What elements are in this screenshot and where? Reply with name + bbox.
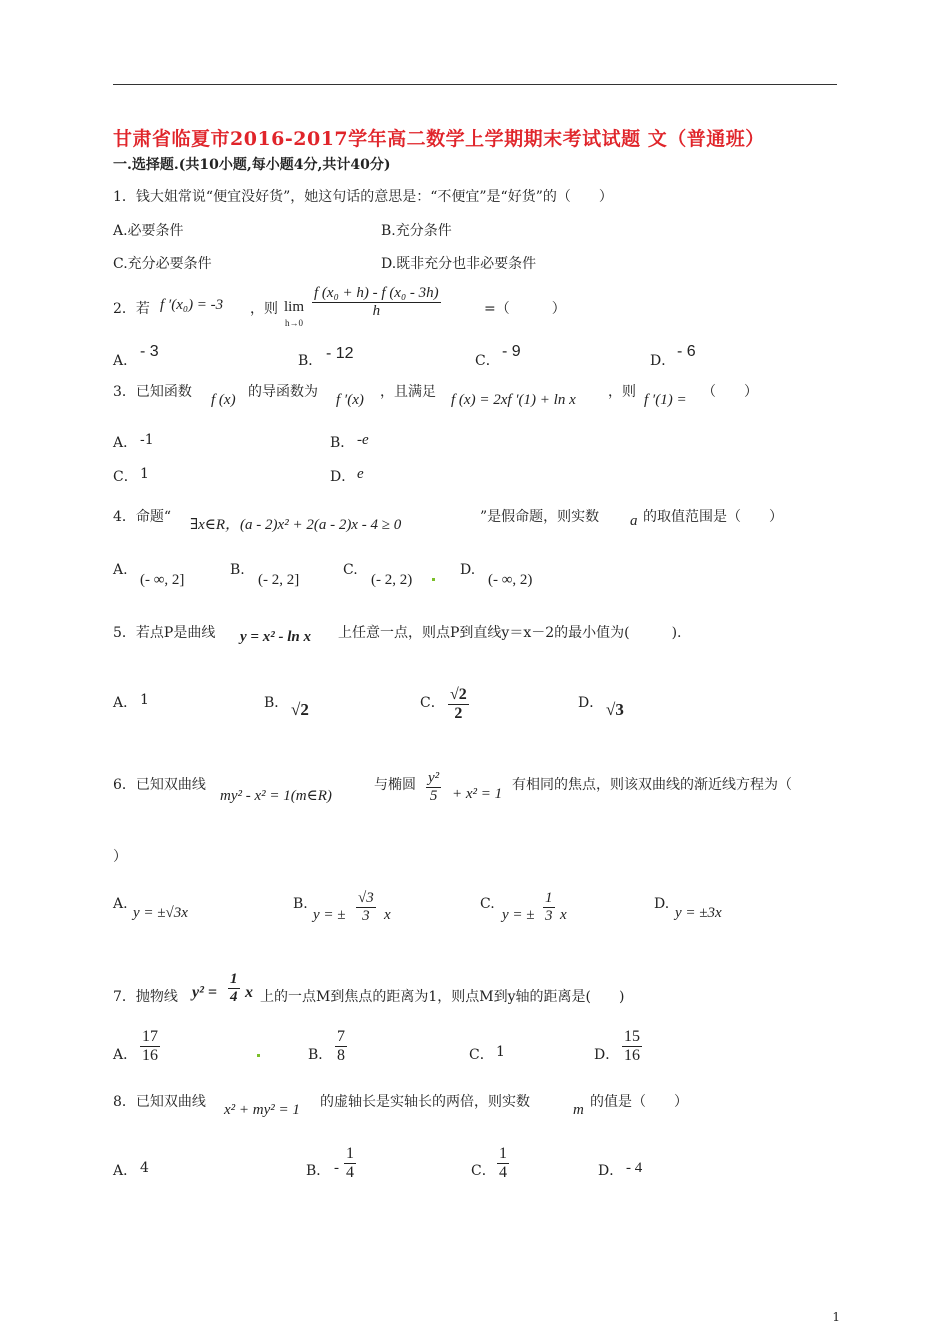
- q2-option-c: - 9: [502, 343, 521, 360]
- q7-option-b: $\frac{7}{8}$: [337, 1028, 345, 1064]
- q4-option-c: (- 2, 2): [371, 572, 413, 588]
- q7-option-c: 1: [496, 1044, 505, 1060]
- q7-label-c: C．: [469, 1047, 494, 1063]
- page-title: 甘肃省临夏市2016-2017学年高二数学上学期期末考试试题 文（普通班）: [113, 128, 765, 150]
- q3-label-b: B．: [330, 435, 355, 451]
- q8-prefix: 8．已知双曲线: [113, 1094, 206, 1110]
- q4-option-b: (- 2, 2]: [258, 572, 300, 588]
- q6-label-b: B.: [293, 896, 308, 912]
- q6-close: ）: [113, 849, 127, 865]
- q4-var: a: [630, 513, 638, 529]
- q2-label-d: D．: [650, 353, 676, 369]
- q6-option-b-pre: y = ±: [313, 907, 346, 923]
- q2-label-b: B．: [298, 353, 323, 369]
- q5-label-d: D．: [578, 695, 604, 711]
- q6-option-c-fraction: $\frac{1}{3}$: [545, 890, 553, 924]
- q3-fpx: f ′(x): [336, 392, 364, 408]
- q6-label-a: A.: [113, 896, 128, 912]
- q6-option-b-fraction: $\frac{√3}{3}$: [358, 890, 374, 924]
- q5-option-a: 1: [140, 692, 149, 708]
- header-rule: [113, 84, 837, 85]
- q3-fx: f (x): [211, 392, 236, 408]
- q2-mid: ，则: [250, 301, 278, 317]
- q2-fraction: $\frac{\text{f (x₀ + h) - f (x₀ - 3h)}}{h}$: [314, 285, 439, 319]
- q2-suffix: =（ ）: [484, 301, 566, 317]
- q6-option-c-post: x: [560, 907, 567, 923]
- q8-label-a: A．: [113, 1163, 138, 1179]
- q6-hyperbola: my² - x² = 1(m∈R): [220, 788, 332, 804]
- page-number: 1: [832, 1310, 840, 1324]
- q3-prefix: 3．已知函数: [113, 384, 192, 400]
- q2-condition: f ′(x₀) = -3: [160, 297, 224, 313]
- q6-label-c: C.: [480, 896, 495, 912]
- q4-suffix: 的取值范围是（ ）: [643, 509, 783, 525]
- q5-option-b: √2: [291, 700, 309, 719]
- q1-option-c: C.充分必要条件: [113, 256, 212, 272]
- q5-label-b: B．: [264, 695, 289, 711]
- q4-option-a: (- ∞, 2]: [140, 572, 185, 588]
- q1-option-b: B.充分条件: [381, 223, 452, 239]
- q3-label-a: A．: [113, 435, 138, 451]
- q8-option-c: $\frac{1}{4}$: [499, 1145, 507, 1181]
- q3-equation: f (x) = 2xf ′(1) + ln x: [451, 392, 576, 408]
- q5-suffix: 上任意一点，则点P到直线y＝x－2的最小值为( ).: [338, 625, 682, 641]
- q3-suffix: （ ）: [702, 384, 758, 400]
- q3-text1: 的导函数为: [248, 384, 318, 400]
- q2-option-a: - 3: [140, 343, 159, 360]
- q3-ask: f ′(1) =: [644, 392, 687, 408]
- q4-label-c: C.: [343, 562, 358, 578]
- q6-text1: 与椭圆: [374, 777, 416, 793]
- q4-proposition: ∃x∈R，(a - 2)x² + 2(a - 2)x - 4 ≥ 0: [190, 517, 402, 533]
- q8-text1: 的虚轴长是实轴长的两倍，则实数: [320, 1094, 530, 1110]
- q3-option-d: e: [357, 466, 364, 482]
- q6-ellipse-rest: + x² = 1: [452, 786, 503, 802]
- q1-stem: 1．钱大姐常说“便宜没好货”，她这句话的意思是：“不便宜”是“好货”的（ ）: [113, 189, 613, 205]
- q6-option-d: y = ±3x: [675, 905, 722, 921]
- stray-dot: [432, 578, 435, 581]
- q3-label-d: D．: [330, 469, 356, 485]
- q7-lhs: y² =: [192, 984, 218, 1001]
- q4-prefix: 4．命题“: [113, 509, 172, 525]
- q8-option-b-sign: -: [334, 1160, 339, 1176]
- q8-var: m: [573, 1102, 584, 1118]
- q3-label-c: C．: [113, 469, 138, 485]
- q1-option-a: A.必要条件: [113, 223, 184, 239]
- q7-label-b: B．: [308, 1047, 333, 1063]
- q4-label-a: A.: [113, 562, 128, 578]
- q2-limit: lim h→0: [284, 299, 305, 328]
- stray-dot: [257, 1054, 260, 1057]
- q3-option-b: -e: [357, 432, 369, 448]
- q6-prefix: 6．已知双曲线: [113, 777, 206, 793]
- q6-label-d: D.: [654, 896, 670, 912]
- q3-option-c: 1: [140, 466, 149, 482]
- q8-hyperbola: x² + my² = 1: [224, 1102, 300, 1118]
- q2-option-b: - 12: [326, 345, 354, 362]
- q4-option-d: (- ∞, 2): [488, 572, 533, 588]
- q7-label-d: D．: [594, 1047, 620, 1063]
- q5-label-a: A．: [113, 695, 138, 711]
- q2-label-a: A．: [113, 353, 138, 369]
- q4-text1: ”是假命题，则实数: [480, 509, 600, 525]
- q3-option-a: -1: [140, 432, 154, 448]
- q6-option-a: y = ±√3x: [133, 905, 188, 921]
- q6-suffix: 有相同的焦点，则该双曲线的渐近线方程为（: [512, 777, 792, 793]
- q5-label-c: C．: [420, 695, 445, 711]
- q7-fraction: $\frac{1}{4}$: [230, 971, 238, 1005]
- q8-label-d: D．: [598, 1163, 624, 1179]
- q2-prefix: 2．若: [113, 301, 150, 317]
- q8-option-a: 4: [140, 1160, 149, 1176]
- q6-option-c-pre: y = ±: [502, 907, 535, 923]
- q7-label-a: A．: [113, 1047, 138, 1063]
- q7-prefix: 7．抛物线: [113, 989, 178, 1005]
- q7-option-d: $\frac{15}{16}$: [624, 1028, 640, 1064]
- q2-option-d: - 6: [677, 343, 696, 360]
- q6-ellipse-fraction: $\frac{\text{y²}}{5}$: [428, 770, 440, 804]
- q5-prefix: 5．若点P是曲线: [113, 625, 216, 641]
- q7-option-a: $\frac{17}{16}$: [142, 1028, 158, 1064]
- q8-option-b-fraction: $\frac{1}{4}$: [346, 1145, 354, 1181]
- section-heading: 一.选择题.(共10小题,每小题4分,共计40分): [113, 157, 391, 173]
- q5-curve: y = x² - ln x: [240, 629, 311, 645]
- q6-option-b-post: x: [384, 907, 391, 923]
- q8-option-d: - 4: [626, 1160, 643, 1176]
- q5-option-d: √3: [606, 700, 624, 719]
- q8-suffix: 的值是（ ）: [590, 1094, 688, 1110]
- q7-x: x: [245, 984, 253, 1001]
- q7-suffix: 上的一点M到焦点的距离为1，则点M到y轴的距离是( ): [260, 989, 625, 1005]
- q3-text2: ，且满足: [380, 384, 436, 400]
- q4-label-b: B.: [230, 562, 245, 578]
- q2-label-c: C．: [475, 353, 500, 369]
- q4-label-d: D.: [460, 562, 476, 578]
- q5-option-c: $\frac{√2}{2}$: [450, 686, 467, 722]
- q3-text3: ，则: [608, 384, 636, 400]
- q1-option-d: D.既非充分也非必要条件: [381, 256, 537, 272]
- q8-label-c: C．: [471, 1163, 496, 1179]
- q8-label-b: B．: [306, 1163, 331, 1179]
